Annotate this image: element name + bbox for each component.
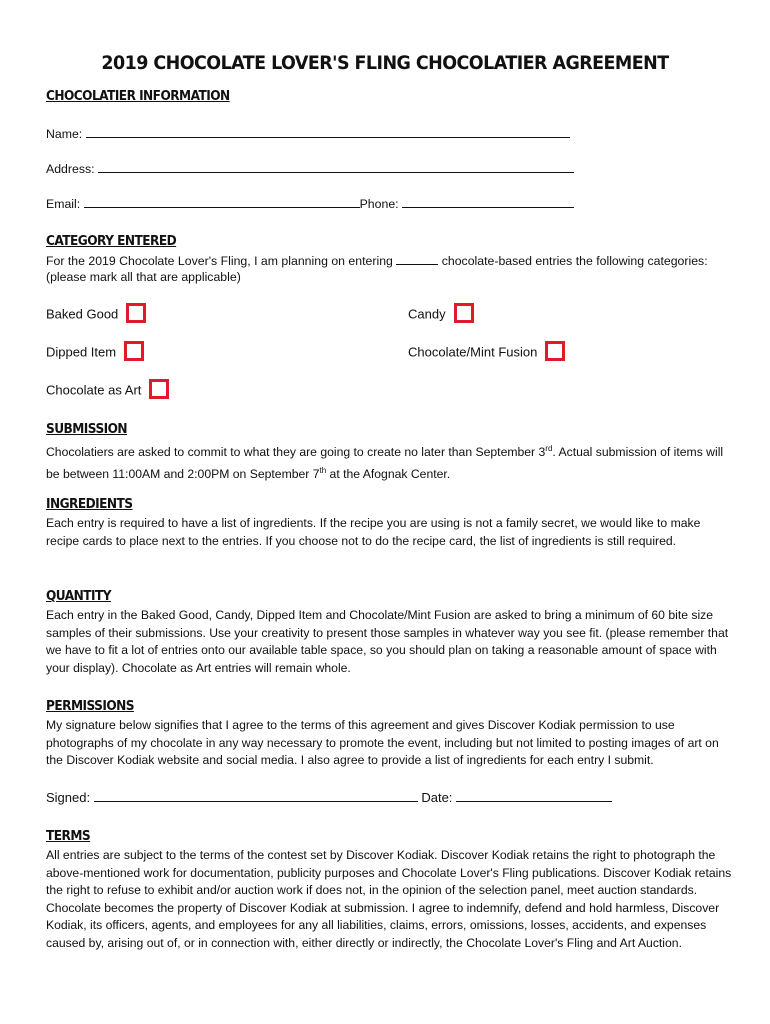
name-label: Name: <box>46 127 83 141</box>
name-input-line[interactable] <box>86 125 570 138</box>
chocolate-as-art-checkbox[interactable] <box>149 379 169 399</box>
terms-text: All entries are subject to the terms of the contest set by Discover Kodiak. Discover Kodiak retains the right to photograph the above-mentioned work for documentation, publicity purposes and Chocolate Lover's Fling publications. Discover Kodiak retains the right to refuse to exhibit and/or auction work if does not, in the opinion of the selection panel, meet auction standards. Chocolate becomes the property of Discover Kodiak at submission. I agree to indemnify, defend and hold harmless, Discover Kodiak, its officers, agents, and employees for any all liabilities, claims, errors, omissions, losses, accidents, and expenses caused by, arising out of, or in connection with, either directly or indirectly, the Chocolate Lover's Fling and Art Auction. <box>46 848 732 950</box>
page-title: 2019 CHOCOLATE LOVER'S FLING CHOCOLATIER AGREEMENT <box>101 52 669 74</box>
submission-text-c: at the Afognak Center. <box>326 466 451 481</box>
quantity-text: Each entry in the Baked Good, Candy, Dipped Item and Chocolate/Mint Fusion are asked to bring a minimum of 60 bite size samples of their submissions. Use your creativity to present those samples in whatever way you see fit. (please remember that we have to fit a lot of entries onto our available table space, so you should plan on taking a reasonable amount of space with your display). Chocolate as Art entries will remain whole. <box>46 608 729 675</box>
submission-text <box>46 440 732 483</box>
phone-label: Phone: <box>359 197 399 211</box>
ingredients-text: Each entry is required to have a list of ingredients. If the recipe you are using is not a family secret, we would like to make recipe cards to place next to the entries. If you choose not to do the recipe card, the list of ingredients is still required. <box>46 516 701 548</box>
signature-row <box>46 789 612 805</box>
heading-permissions: PERMISSIONS <box>46 698 134 714</box>
phone-input-line[interactable] <box>402 195 574 208</box>
category-option-candy <box>408 305 474 325</box>
category-option-label: Dipped Item <box>46 344 117 360</box>
entry-count-input-line[interactable] <box>396 252 438 265</box>
address-input-line[interactable] <box>98 160 574 173</box>
category-option-baked-good <box>46 305 146 325</box>
category-option-label: Chocolate as Art <box>46 382 142 398</box>
category-option-chocolate-mint-fusion <box>408 343 565 363</box>
heading-category-entered: CATEGORY ENTERED <box>46 233 177 249</box>
name-field-row <box>46 125 570 141</box>
category-intro-line2: (please mark all that are applicable) <box>46 270 241 284</box>
category-intro-line1 <box>46 252 708 268</box>
signature-input-line[interactable] <box>94 789 418 802</box>
submission-text-a: Chocolatiers are asked to commit to what they are going to create no later than September 3 <box>46 445 546 460</box>
date-input-line[interactable] <box>456 789 612 802</box>
heading-chocolatier-information: CHOCOLATIER INFORMATION <box>46 88 230 104</box>
heading-terms: TERMS <box>46 828 91 844</box>
date-label: Date: <box>421 790 453 805</box>
email-label: Email: <box>46 197 81 211</box>
submission-sup-a: rd <box>545 444 553 453</box>
candy-checkbox[interactable] <box>454 303 474 323</box>
heading-quantity: QUANTITY <box>46 588 111 604</box>
address-field-row <box>46 160 574 176</box>
heading-submission: SUBMISSION <box>46 421 128 437</box>
email-input-line[interactable] <box>84 195 360 208</box>
category-intro-part2: chocolate-based entries the following categories: <box>441 254 708 268</box>
dipped-item-checkbox[interactable] <box>124 341 144 361</box>
chocolate-mint-fusion-checkbox[interactable] <box>545 341 565 361</box>
submission-text-b: . Actual submission of items will be between 11:00AM and 2:00PM on September 7 <box>46 445 724 481</box>
category-option-label: Candy <box>408 306 446 322</box>
baked-good-checkbox[interactable] <box>126 303 146 323</box>
category-intro-part1: For the 2019 Chocolate Lover's Fling, I am planning on entering <box>46 254 393 268</box>
category-option-label: Baked Good <box>46 306 119 322</box>
submission-sup-b: th <box>319 465 327 475</box>
category-option-label: Chocolate/Mint Fusion <box>408 344 538 360</box>
category-option-dipped-item <box>46 343 144 363</box>
address-label: Address: <box>46 162 95 176</box>
permissions-text: My signature below signifies that I agree to the terms of this agreement and gives Discover Kodiak permission to use photographs of my chocolate in any way necessary to promote the event, including but not limited to posting images of art on the Discover Kodiak website and social media. I also agree to provide a list of ingredients for each entry I submit. <box>46 718 719 767</box>
email-phone-row <box>46 195 574 211</box>
category-option-chocolate-as-art <box>46 381 169 401</box>
signed-label: Signed: <box>46 790 91 805</box>
heading-ingredients: INGREDIENTS <box>46 496 133 512</box>
